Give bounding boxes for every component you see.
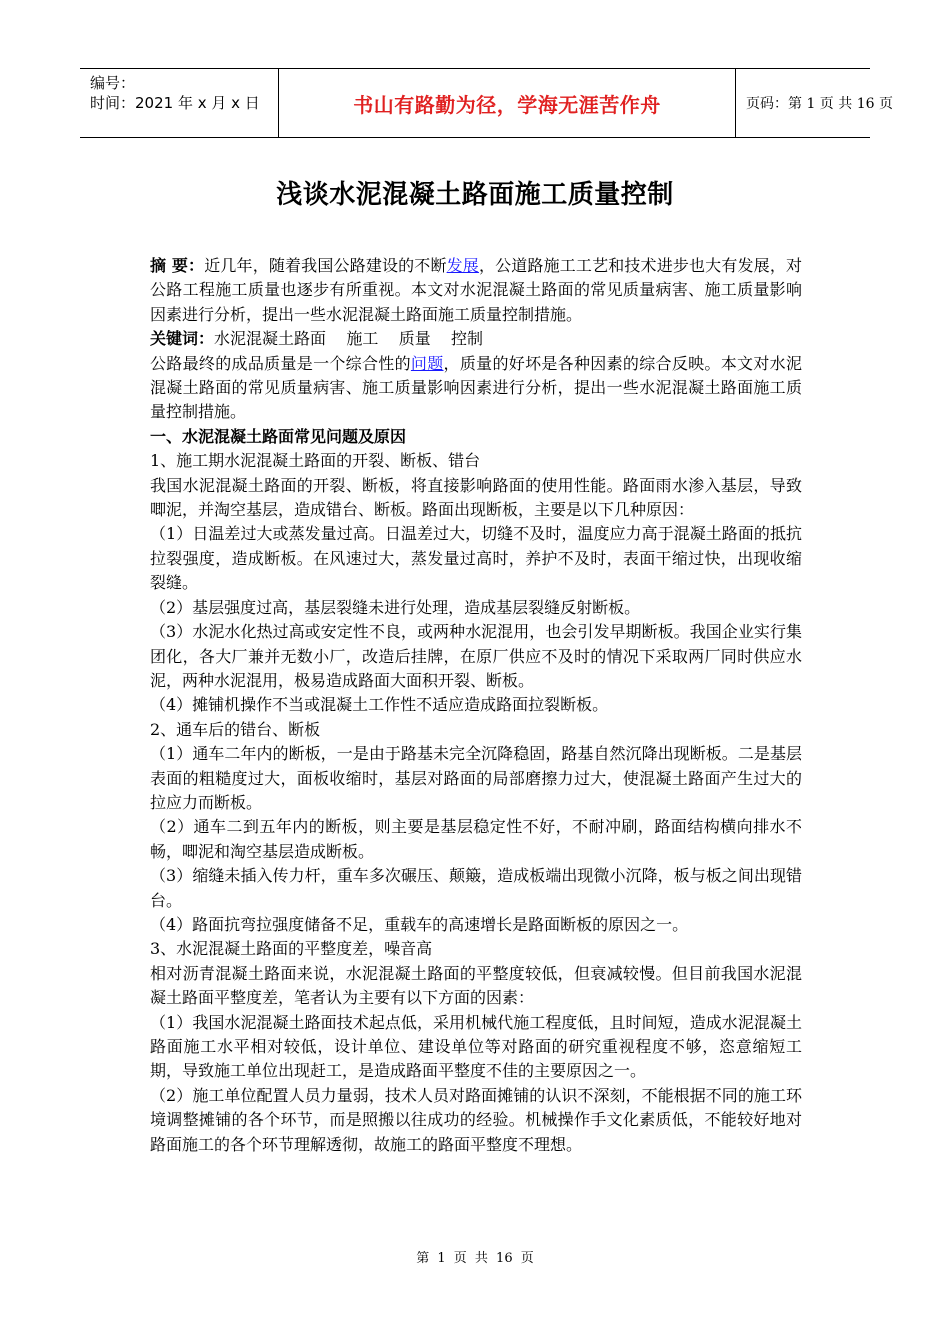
header-page-label: 页码：第 1 页 共 16 页 — [746, 96, 893, 112]
intro-link[interactable]: 问题 — [410, 353, 444, 373]
list-item: （4）摊铺机操作不当或混凝土工作性不适应造成路面拉裂断板。 — [150, 695, 609, 715]
header-motto: 书山有路勤为径，学海无涯苦作舟 — [278, 69, 736, 137]
list-item: （2）施工单位配置人员力量弱，技术人员对路面摊铺的认识不深刻，不能根据不同的施工环境调整摊铺的各个环节，而是照搬以往成功的经验。机械操作手文化素质低，不能较好地对路面施工的各个环节理解透彻，故施工的路面平整度不理想。 — [150, 1085, 802, 1154]
list-item: （1）我国水泥混凝土路面技术起点低，采用机械代施工程度低，且时间短，造成水泥混凝土路面施工水平相对较低，设计单位、建设单位等对路面的研究重视程度不够，恣意缩短工期，导致施工单位出现赶工，是造成路面平整度不佳的主要原因之一。 — [150, 1012, 802, 1081]
header-meta-cell — [80, 69, 278, 137]
list-item: （1）日温差过大或蒸发量过高。日温差过大，切缝不及时，温度应力高于混凝土路面的抵抗拉裂强度，造成断板。在风速过大，蒸发量过高时，养护不及时，表面干缩过快，出现收缩裂缝。 — [150, 524, 802, 593]
section-heading: 一、水泥混凝土路面常见问题及原因 — [150, 426, 407, 446]
abstract-label: 摘 要： — [150, 256, 205, 275]
abstract-link[interactable]: 发展 — [446, 256, 479, 275]
subsection-heading: 1、施工期水泥混凝土路面的开裂、断板、错台 — [150, 451, 481, 471]
number-label: 编号： — [90, 74, 136, 92]
list-item: （1）通车二年内的断板，一是由于路基未完全沉降稳固，路基自然沉降出现断板。二是基层表面的粗糙度过大，面板收缩时，基层对路面的局部磨擦力过大，使混凝土路面产生过大的拉应力而断板。 — [150, 744, 802, 812]
document-header — [80, 68, 893, 138]
intro-paragraph — [150, 352, 802, 425]
keywords-paragraph — [150, 327, 802, 351]
list-item: （3）缩缝未插入传力杆，重车多次碾压、颠簸，造成板端出现微小沉降，板与板之间出现错台。 — [150, 866, 802, 910]
list-item: （3）水泥水化热过高或安定性不良，或两种水泥混用，也会引发早期断板。我国企业实行集团化，各大厂兼并无数小厂，改造后挂牌，在原厂供应不及时的情况下采取两厂同时供应水泥，两种水泥混用，极易造成路面大面积开裂、断板。 — [150, 622, 802, 690]
keywords-text: 水泥混凝土路面 施工 质量 控制 — [214, 329, 484, 349]
time-label: 时间：2021 年 x 月 x 日 — [90, 94, 260, 112]
list-item: （2）基层强度过高，基层裂缝未进行处理，造成基层裂缝反射断板。 — [150, 597, 641, 617]
abstract-text-2: ，公道路施工工艺和技术进步也大有发展，对公路工程施工质量也逐步有所重视。本文对水泥混凝土路面的常见质量病害、施工质量影响因素进行分析，提出一些水泥混凝土路面施工质量控制措施。 — [150, 256, 802, 324]
abstract-text-1: 近几年，随着我国公路建设的不断 — [204, 256, 447, 275]
intro-text-2: ，质量的好坏是各种因素的综合反映。本文对水泥混凝土路面的常见质量病害、施工质量影响因素进行分析，提出一些水泥混凝土路面施工质量控制措施。 — [150, 353, 802, 422]
body-paragraph: 相对沥青混凝土路面来说，水泥混凝土路面的平整度较低，但衰减较慢。但目前我国水泥混凝土路面平整度差，笔者认为主要有以下方面的因素： — [150, 963, 802, 1008]
document-title: 浅谈水泥混凝土路面施工质量控制 — [276, 180, 674, 210]
abstract-paragraph — [150, 254, 802, 327]
page-footer: 第 1 页 共 16 页 — [416, 1251, 534, 1266]
body-paragraph: 我国水泥混凝土路面的开裂、断板，将直接影响路面的使用性能。路面雨水渗入基层，导致唧泥，并淘空基层，造成错台、断板。路面出现断板，主要是以下几种原因： — [150, 475, 802, 520]
list-item: （4）路面抗弯拉强度储备不足，重载车的高速增长是路面断板的原因之一。 — [150, 914, 689, 934]
intro-text-1: 公路最终的成品质量是一个综合性的 — [150, 353, 411, 373]
list-item: （2）通车二到五年内的断板，则主要是基层稳定性不好，不耐冲刷，路面结构横向排水不畅，唧泥和淘空基层造成断板。 — [150, 817, 802, 861]
keywords-label: 关键词： — [150, 329, 215, 349]
document-body — [150, 254, 802, 1157]
subsection-heading: 2、通车后的错台、断板 — [150, 719, 321, 739]
subsection-heading: 3、水泥混凝土路面的平整度差，噪音高 — [150, 939, 433, 959]
